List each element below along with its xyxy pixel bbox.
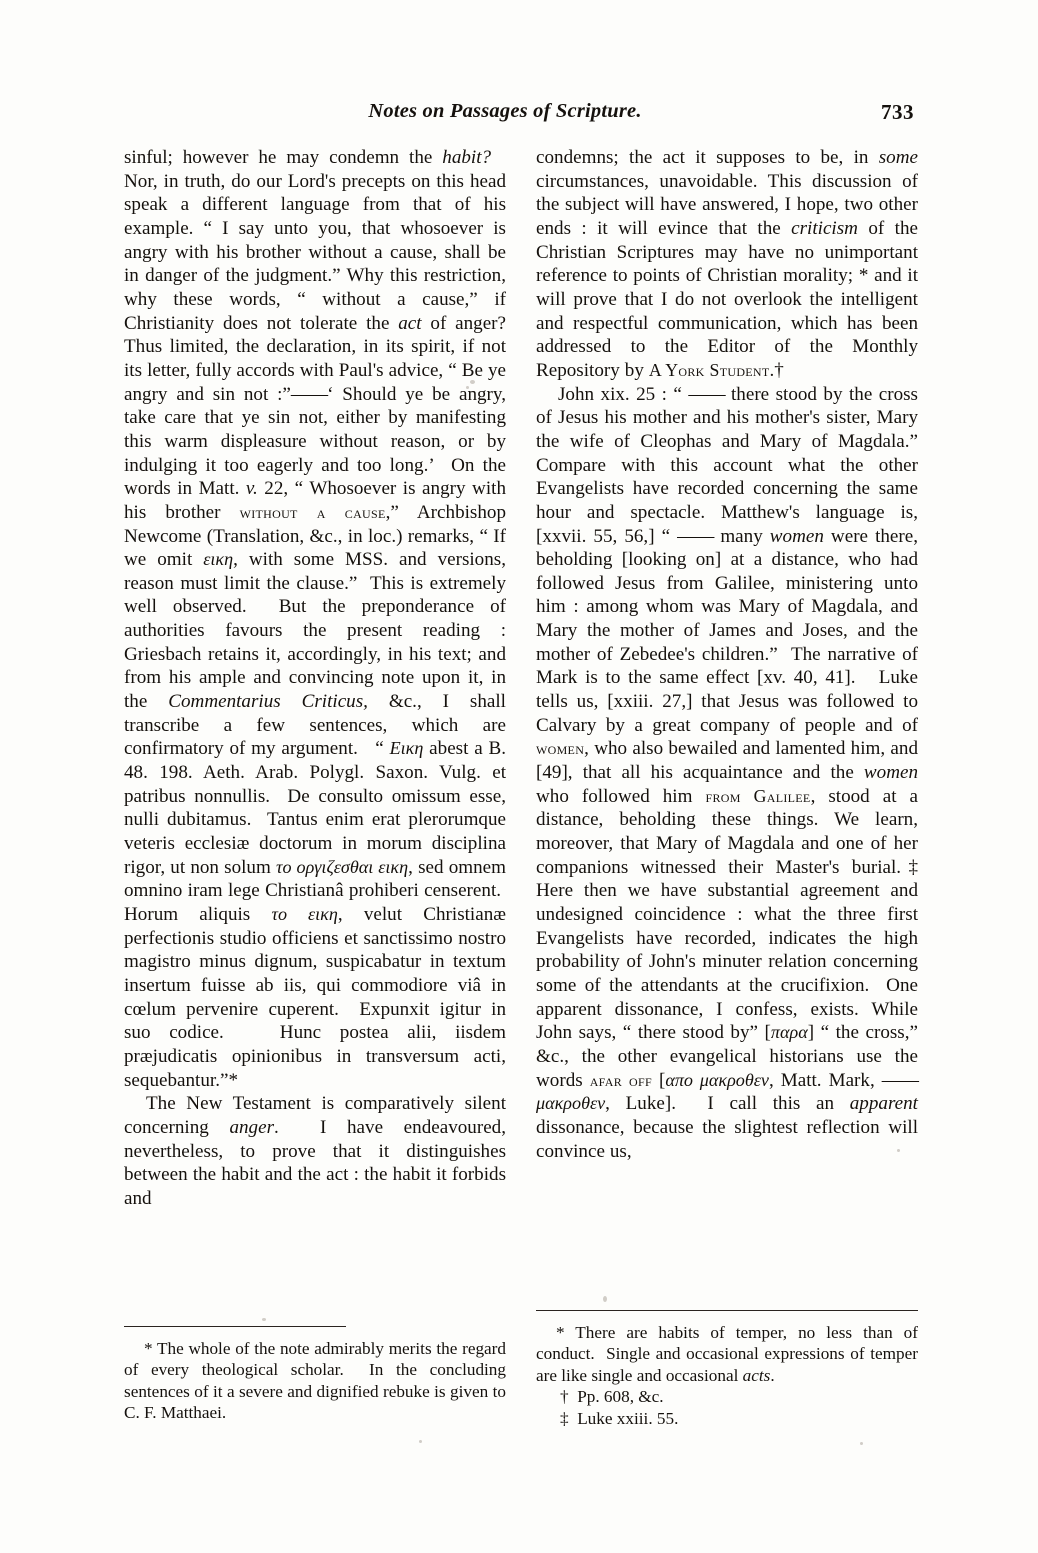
right-footnotes bbox=[536, 1322, 918, 1429]
paragraph: condemns; the act it supposes to be, in some circumstances, unavoidable. This discussion of the subject will have answered, I hope, two other ends : it will evince that the criticism of the Christian Scriptures may have no unimportant reference to points of Christian morality; * and it will prove that I do not overlook the intelligent and respectful communication, which has been addressed to the Editor of the Monthly Repository by A York Student.† bbox=[536, 147, 918, 381]
left-footnote-block bbox=[124, 1326, 506, 1424]
left-column-text bbox=[124, 146, 506, 1211]
paragraph: sinful; however he may condemn the habit? Nor, in truth, do our Lord's precepts on this head speak a different language from that of his example. “ I say unto you, that whosoever is angry with his brother without a cause, shall be in danger of the judgment.” Why this restriction, why these words, “ without a cause,” if Christianity does not tolerate the act of anger? Thus limited, the declaration, in its spirit, if not its letter, fully accords with Paul's advice, “ Be ye angry and sin not :”——‘ Should ye be angry, take care that ye sin not, either by manifesting this warm displeasure without reason, or by indulging it too eagerly and too long.’ On the words in Matt. v. 22, “ Whosoever is angry with his brother without a cause,” Archbishop Newcome (Translation, &c., in loc.) remarks, “ If we omit εικη, with some MSS. and versions, reason must limit the clause.” This is extremely well observed. But the preponderance of authorities favours the present reading : Griesbach retains it, accordingly, in his text; and from his ample and convincing note upon it, in the Commentarius Criticus, &c., I shall transcribe a few sentences, which are confirmatory of my argument. “ Εικη abest a B. 48. 198. Aeth. Arab. Polygl. Saxon. Vulg. et patribus nonnullis. De consulto omissum esse, nulli dubitamus. Tantus enim erat plerorumque veteris ecclesiæ doctorum in morum disciplina rigor, ut non solum το οργιζεσθαι εικη, sed omnem omnino iram lege Christianâ prohiberi censerent. Horum aliquis το εικη, velut Christianæ perfectionis studio officiens et sanctissimo nostro magistro minus dignum, suspicabatur in textum insertum fuisse ab iis, qui commodiore viâ in cœlum pervenire cuperent. Expunxit igitur in suo codice. Hunc postea alii, iisdem præjudicatis opinionibus in transversum acti, sequebantur.”* bbox=[124, 147, 507, 1091]
running-head bbox=[124, 100, 914, 134]
paragraph: The New Testament is comparatively silent concerning anger. I have endeavoured, nevertheless, to prove that it distinguishes between the habit and the act : the habit it forbids and bbox=[124, 1093, 506, 1209]
paragraph: John xix. 25 : “ —— there stood by the cross of Jesus his mother and his mother's sister, Mary the wife of Cleophas and Mary of Magdala.” Compare with this account what the other Evangelists have recorded concerning the same hour and spectacle. Matthew's language is, [xxvii. 55, 56,] “ —— many women were there, beholding [looking on] at a distance, who had followed Jesus from Galilee, ministering unto him : among whom was Mary of Magdala, and Mary the mother of James and Joses, and the mother of Zebedee's children.” The narrative of Mark is to the same effect [xv. 40, 41]. Luke tells us, [xxiii. 27,] that Jesus was followed to Calvary by a great company of people and of women, who also bewailed and lamented him, and [49], that all his acquaintance and the women who followed him from Galilee, stood at a distance, beholding these things. We learn, moreover, that Mary of Magdala and one of her companions witnessed their Master's burial.‡ Here then we have substantial agreement and undesigned coincidence : what the three first Evangelists have recorded, indicates the high probability of John's minuter relation concerning some of the attendants at the crucifixion. One apparent dissonance, I confess, exists. While John says, “ there stood by” [παρα] “ the cross,” &c., the other evangelical historians use the words afar off [απο μακροθεν, Matt. Mark, —— μακροθεν, Luke]. I call this an apparent dissonance, because the slightest reflection will convince us, bbox=[536, 383, 918, 1162]
scan-speck bbox=[860, 1442, 863, 1445]
right-column bbox=[536, 146, 918, 1163]
left-column bbox=[124, 146, 506, 1211]
right-column-text bbox=[536, 146, 918, 1163]
scan-speck bbox=[262, 1318, 266, 1321]
footnote: * There are habits of temper, no less than of conduct. Single and occasional expressions of temper are like single and occasional acts. bbox=[536, 1323, 918, 1385]
page-number: 733 bbox=[881, 100, 914, 124]
footnote-rule bbox=[536, 1310, 918, 1311]
footnote: * The whole of the note admirably merits the regard of every theological scholar. In the concluding sentences of it a severe and dignified rebuke is given to C. F. Matthaei. bbox=[124, 1339, 506, 1423]
scan-speck bbox=[419, 1440, 422, 1443]
left-footnotes bbox=[124, 1338, 506, 1424]
footnote: † Pp. 608, &c. bbox=[560, 1387, 664, 1407]
footnote-rule bbox=[124, 1326, 346, 1327]
footnote: ‡ Luke xxiii. 55. bbox=[560, 1408, 679, 1428]
scan-speck bbox=[603, 1296, 607, 1302]
right-footnote-block bbox=[536, 1310, 918, 1429]
running-head-title: Notes on Passages of Scripture. bbox=[368, 100, 642, 122]
